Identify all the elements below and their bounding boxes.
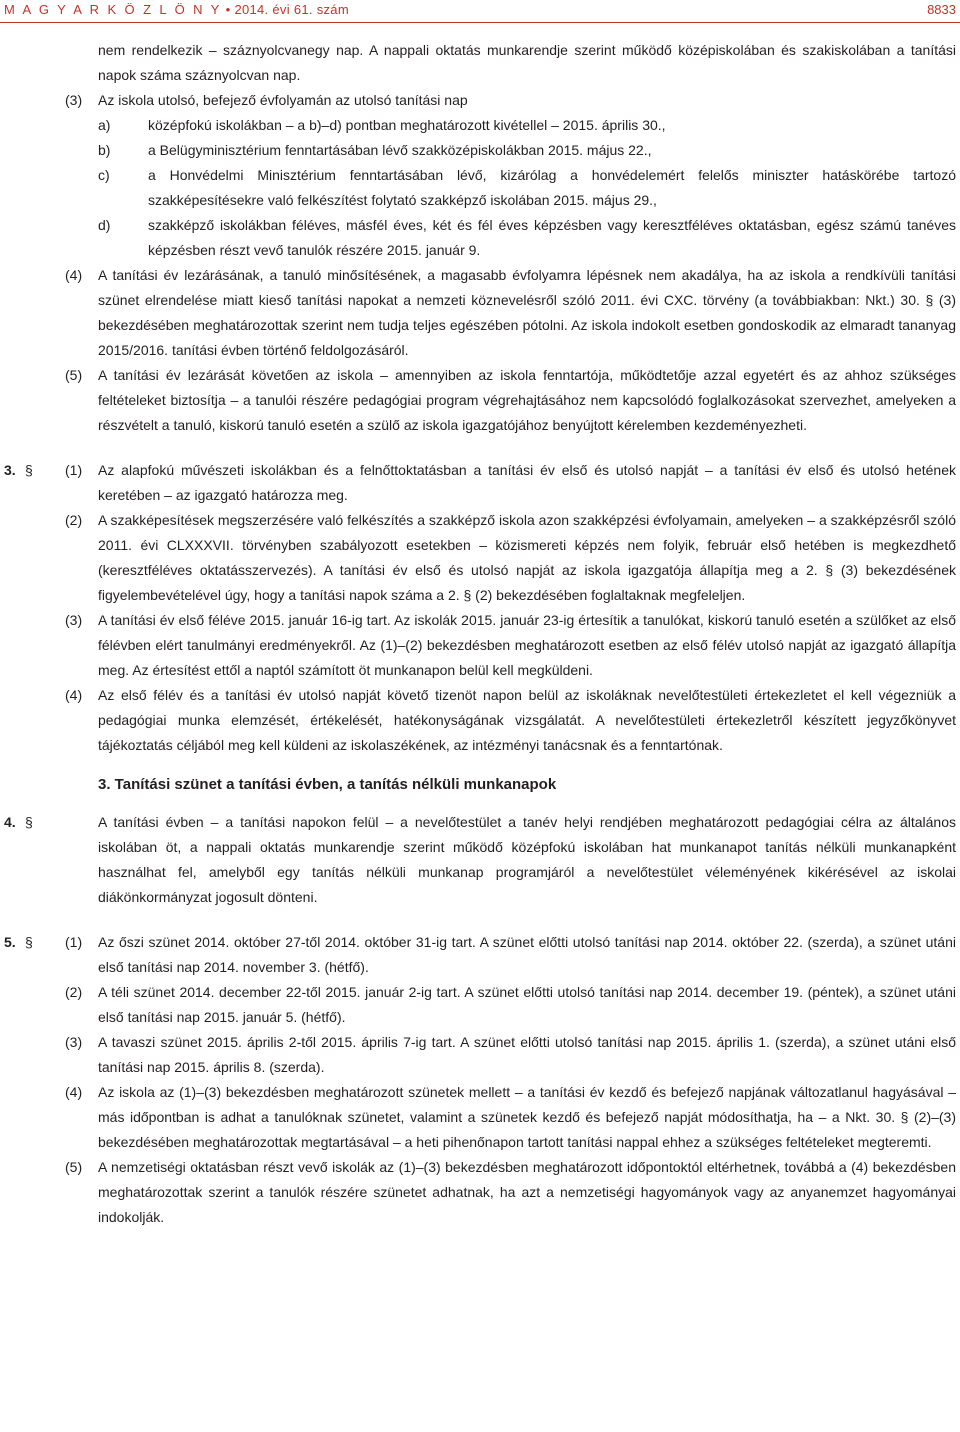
- s5-paragraph-3: [65, 1030, 956, 1080]
- paragraph-number: (1): [65, 934, 83, 950]
- page-header: [0, 0, 960, 20]
- list-item-d: [98, 213, 956, 263]
- continuation-paragraph: nem rendelkezik – száznyolcvanegy nap. A nappali oktatás munkarendje szerint működő középiskolában és szakiskolában a tanítási napok száma száznyolcvan nap.: [98, 42, 956, 83]
- s3-paragraph-2: [65, 508, 956, 608]
- item-text: szakképző iskolákban féléves, másfél éves, két és fél éves képzésben vagy keresztféléves oktatásban, egész számú tanéves képzésben részt vevő tanulók részére 2015. január 9.: [148, 217, 956, 258]
- list-item-a: [98, 113, 956, 138]
- paragraph-text: A tanítási év első féléve 2015. január 16-ig tart. Az iskolák 2015. január 23-ig értesítik a tanulókat, kiskorú tanuló esetén a szülőket az első félévben elért tanulmányi eredményekről. Az (1)–(2) bekezdésben meghatározott esetben az első félév utolsó napját az igazgató állapítja meg. Az értesítést ettől a naptól számított öt munkanapon belül kell megküldeni.: [98, 612, 956, 678]
- item-label: b): [98, 142, 111, 158]
- s3-paragraph-4: [65, 683, 956, 758]
- paragraph-5: [65, 363, 956, 438]
- section-number: 3.: [4, 462, 16, 478]
- paragraph-number: (4): [65, 267, 83, 283]
- page-number: 8833: [927, 2, 956, 17]
- paragraph-number: (5): [65, 1159, 83, 1175]
- paragraph-text: A tanítási év lezárásának, a tanuló minősítésének, a magasabb évfolyamra lépésnek nem akadálya, ha az iskola a rendkívüli tanítási szünet elrendelése miatt kieső tanítási napokat a nemzeti köznevelésről szóló 2011. évi CXC. törvény (a továbbiakban: Nkt.) 30. § (3) bekezdésében meghatározottak szerint nem tudja teljes egészében pótolni. Az iskola indokolt esetben gondoskodik az elmaradt tananyag 2015/2016. tanítási évben történő feldolgozásáról.: [98, 267, 956, 358]
- document-body: [0, 38, 960, 1230]
- item-label: d): [98, 217, 111, 233]
- list-item-b: [98, 138, 956, 163]
- s3-paragraph-1: [65, 458, 956, 508]
- paragraph-number: (2): [65, 512, 83, 528]
- paragraph-number: (2): [65, 984, 83, 1000]
- paragraph-text: A szakképesítések megszerzésére való felkészítés a szakképző iskola azon szakképzési évfolyamain, amelyeken – a szakképzésről szóló 2011. évi CLXXXVII. törvényben szabályozott esetekben – közismereti képzés nem folyik, február első hetében is megkezdhető (keresztféléves oktatásszervezés). A tanítási év első és utolsó napját az iskola igazgatója állapítja meg a 2. § (3) bekezdésének figyelembevételével úgy, hogy a tanítási napok száma a 2. § (2) bekezdésében foglaltaknak megfeleljen.: [98, 512, 956, 603]
- section-sign: §: [25, 814, 33, 830]
- section-5: [0, 930, 960, 1230]
- paragraph-number: (3): [65, 92, 83, 108]
- list-item-c: [98, 163, 956, 213]
- item-label: a): [98, 117, 111, 133]
- s5-paragraph-5: [65, 1155, 956, 1230]
- issue-info: • 2014. évi 61. szám: [221, 2, 349, 17]
- paragraph-text: Az őszi szünet 2014. október 27-től 2014. október 31-ig tart. A szünet előtti utolsó tanítási nap 2014. október 22. (szerda), a szünet utáni első tanítási nap 2014. november 3. (hétfő).: [98, 934, 956, 975]
- paragraph-text: Az alapfokú művészeti iskolákban és a felnőttoktatásban a tanítási év első és utolsó napját – a tanítási év első és utolsó hetének keretében – az igazgató határozza meg.: [98, 462, 956, 503]
- item-text: a Belügyminisztérium fenntartásában lévő szakközépiskolákban 2015. május 22.,: [148, 142, 652, 158]
- journal-name: M A G Y A R K Ö Z L Ö N Y: [4, 2, 222, 17]
- section-number: 4.: [4, 814, 16, 830]
- paragraph-3: [65, 88, 956, 113]
- paragraph-text: Az első félév és a tanítási év utolsó napját követő tizenöt napon belül az iskoláknak nevelőtestületi értekezletet el kell végezniük a pedagógiai munka elemzését, értékelését, hatékonyságának vizsgálatát. A nevelőtestületi értekezletről készített jegyzőkönyvet tájékoztatás céljából meg kell küldeni az iskolaszékének, az intézményi tanácsnak és a fenntartónak.: [98, 687, 956, 753]
- paragraph-number: (3): [65, 612, 83, 628]
- spacer: [0, 910, 960, 930]
- section-heading: 3. Tanítási szünet a tanítási évben, a tanítás nélküli munkanapok: [98, 776, 557, 793]
- paragraph-text: A tavaszi szünet 2015. április 2-től 2015. április 7-ig tart. A szünet előtti utolsó tanítási nap 2015. április 1. (szerda), a szünet utáni első tanítási nap 2015. április 8. (szerda).: [98, 1034, 956, 1075]
- paragraph-number: (3): [65, 1034, 83, 1050]
- paragraph-text: Az iskola utolsó, befejező évfolyamán az utolsó tanítási nap: [98, 92, 468, 108]
- paragraph-4: [65, 263, 956, 363]
- paragraph-number: (4): [65, 687, 83, 703]
- paragraph-number: (1): [65, 462, 83, 478]
- paragraph-text: A tanítási év lezárását követően az iskola – amennyiben az iskola fenntartója, működtetője azzal egyetért és az ahhoz szükséges feltételeket biztosítja – a tanulói részére pedagógiai program végrehajtásához nem kapcsolódó foglalkozásokat szervezhet, amelyeken a részvételt a tanuló, kiskorú tanuló esetén a szülő az iskola igazgatójához benyújtott kérelemben kezdeményezheti.: [98, 367, 956, 433]
- section-number: 5.: [4, 934, 16, 950]
- paragraph-number: (5): [65, 367, 83, 383]
- item-label: c): [98, 167, 110, 183]
- paragraph-text: Az iskola az (1)–(3) bekezdésben meghatározott szünetek mellett – a tanítási év kezdő és befejező napjának változatlanul hagyásával – más időpontban is adhat a tanulóknak szünetet, valamint a szünetek kezdő és befejező napját módosíthatja, ha – a Nkt. 30. § (2)–(3) bekezdésében meghatározottak megtartásával – a heti pihenőnapon tartott tanítási nappal ehhez a szükséges feltételeket megteremti.: [98, 1084, 956, 1150]
- journal-title: [4, 2, 349, 17]
- s4-text: A tanítási évben – a tanítási napokon felül – a nevelőtestület a tanév helyi rendjében meghatározott pedagógiai célra az általános iskolában öt, a nappali oktatás munkarendje szerint működő középfokú iskolában hat munkanapot tanítás nélküli munkanapként használhat fel, amelyből egy tanítás nélküli munkanap programjáról a nevelőtestület véleményének kikérésével az iskolai diákönkormányzat jogosult dönteni.: [98, 814, 956, 905]
- item-text: középfokú iskolákban – a b)–d) pontban meghatározott kivétellel – 2015. április 30.,: [148, 117, 666, 133]
- s5-paragraph-1: [65, 930, 956, 980]
- spacer: [0, 438, 960, 458]
- section-4: [0, 810, 960, 910]
- section-sign: §: [25, 934, 33, 950]
- s5-paragraph-4: [65, 1080, 956, 1155]
- paragraph-text: A téli szünet 2014. december 22-től 2015. január 2-ig tart. A szünet előtti utolsó tanítási nap 2014. december 19. (péntek), a szünet utáni első tanítási nap 2015. január 5. (hétfő).: [98, 984, 956, 1025]
- s5-paragraph-2: [65, 980, 956, 1030]
- section-sign: §: [25, 462, 33, 478]
- section-3: [0, 458, 960, 758]
- item-text: a Honvédelmi Minisztérium fenntartásában lévő, kizárólag a honvédelemért felelős miniszter hatáskörébe tartozó szakképesítésekre való felkészítést folytató szakképző iskolában 2015. május 29.,: [148, 167, 956, 208]
- header-rule: [0, 22, 960, 23]
- s3-paragraph-3: [65, 608, 956, 683]
- paragraph-number: (4): [65, 1084, 83, 1100]
- paragraph-text: A nemzetiségi oktatásban részt vevő iskolák az (1)–(3) bekezdésben meghatározott időpontoktól eltérhetnek, továbbá a (4) bekezdésben meghatározottak szerint a tanulók részére szünetet adhatnak, ha azt a nemzetiségi hagyományok vagy az anyanemzet hagyományai indokolják.: [98, 1159, 956, 1225]
